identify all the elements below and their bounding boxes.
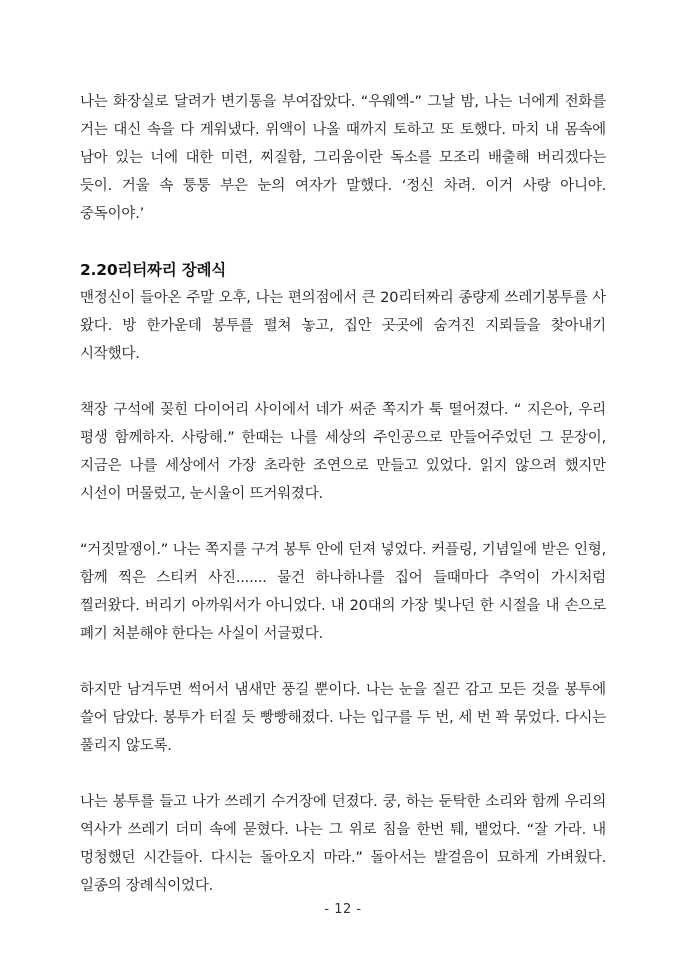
section-heading: 2.20리터짜리 장례식 — [80, 261, 227, 279]
paragraph-gap — [80, 760, 606, 788]
document-body — [80, 88, 606, 900]
paragraph-gap — [80, 368, 606, 396]
paragraph: 하지만 남겨두면 썩어서 냄새만 풍길 뿐이다. 나는 눈을 질끈 감고 모든 것을 봉투에 쓸어 담았다. 봉투가 터질 듯 빵빵해졌다. 나는 입구를 두 번, 세 번 꽉 묶었다. 다시는 풀리지 않도록. — [80, 682, 606, 754]
paragraph-gap — [80, 508, 606, 536]
paragraph-gap — [80, 648, 606, 676]
paragraph: 나는 봉투를 들고 나가 쓰레기 수거장에 던졌다. 쿵, 하는 둔탁한 소리와 함께 우리의 역사가 쓰레기 더미 속에 묻혔다. 나는 그 위로 침을 한번 퉤, 뱉었다. “잘 가라. 내 멍청했던 시간들아. 다시는 돌아오지 마라.” 돌아서는 발걸음이 묘하게 가벼웠다. 일종의 장례식이었다. — [80, 794, 606, 894]
paragraph-gap — [80, 228, 606, 256]
paragraph: 나는 화장실로 달려가 변기통을 부여잡았다. “우웨엑-” 그날 밤, 나는 너에게 전화를 거는 대신 속을 다 게워냈다. 위액이 나올 때까지 토하고 또 토했다. 마치 내 몸속에 남아 있는 너에 대한 미련, 찌질함, 그리움이란 독소를 모조리 배출해 버리겠다는 듯이. 거울 속 퉁퉁 부은 눈의 여자가 말했다. ‘정신 차려. 이거 사랑 아니야. 중독이야.’ — [80, 94, 606, 222]
page-number: - 12 - — [324, 902, 362, 917]
paragraph: “거짓말쟁이.” 나는 쪽지를 구겨 봉투 안에 던져 넣었다. 커플링, 기념일에 받은 인형, 함께 찍은 스티커 사진....... 물건 하나하나를 집어 들때마다 추억이 가시처럼 찔러왔다. 버리기 아까워서가 아니었다. 내 20대의 가장 빛나던 한 시절을 내 손으로 폐기 처분해야 한다는 사실이 서글펐다. — [80, 542, 606, 642]
paragraph: 책장 구석에 꽂힌 다이어리 사이에서 네가 써준 쪽지가 툭 떨어졌다. “ 지은아, 우리 평생 함께하자. 사랑해.” 한때는 나를 세상의 주인공으로 만들어주었던 그 문장이, 지금은 나를 세상에서 가장 초라한 조연으로 만들고 있었다. 읽지 않으려 했지만 시선이 머물렀고, 눈시울이 뜨거워졌다. — [80, 402, 606, 502]
paragraph: 맨정신이 들아온 주말 오후, 나는 편의점에서 큰 20리터짜리 종량제 쓰레기봉투를 사 왔다. 방 한가운데 봉투를 펼쳐 놓고, 집안 곳곳에 숨겨진 지뢰들을 찾아내기 시작했다. — [80, 290, 606, 362]
